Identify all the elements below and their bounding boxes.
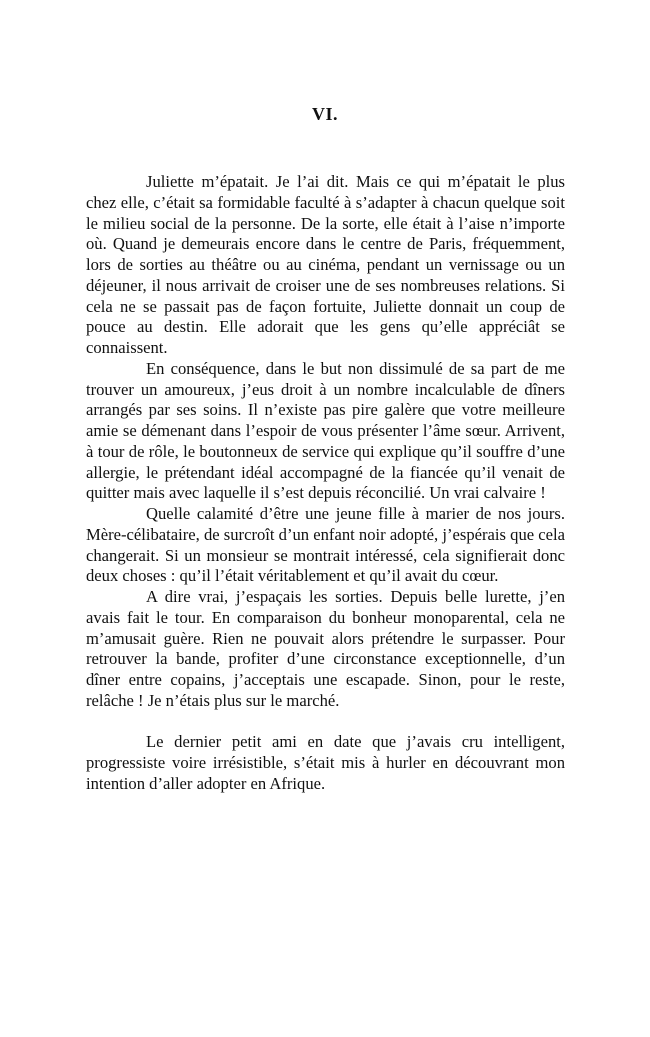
chapter-body	[86, 172, 565, 795]
chapter-title: VI.	[311, 104, 338, 124]
paragraph: Juliette m’épatait. Je l’ai dit. Mais ce qui m’épatait le plus chez elle, c’était sa formidable faculté à s’adapter à chacun quelque soit le milieu social de la personne. De la sorte, elle était à l’aise n’importe où. Quand je demeurais encore dans le centre de Paris, fréquemment, lors de sorties au théâtre ou au cinéma, pendant un vernissage ou un déjeuner, il nous arrivait de croiser une de ses nombreuses relations. Si cela ne se passait pas de façon fortuite, Juliette donnait un coup de pouce au destin. Elle adorait que les gens qu’elle appréciât se connaissent.	[86, 172, 565, 357]
paragraph: En conséquence, dans le but non dissimulé de sa part de me trouver un amoureux, j’eus droit à un nombre incalculable de dîners arrangés par ses soins. Il n’existe pas pire galère que votre meilleure amie se démenant dans l’espoir de vous présenter l’âme sœur. Arrivent, à tour de rôle, le boutonneux de service qui explique qu’il souffre d’une allergie, le prétendant idéal accompagné de la fiancée qu’il venait de quitter mais avec laquelle il s’est depuis réconcilié. Un vrai calvaire !	[86, 358, 565, 503]
paragraph: A dire vrai, j’espaçais les sorties. Depuis belle lurette, j’en avais fait le tour. En comparaison du bonheur monoparental, cela ne m’amusait guère. Rien ne pouvait alors prétendre le surpasser. Pour retrouver la bande, profiter d’une circonstance exceptionnelle, d’un dîner entre copains, j’acceptais une escapade. Sinon, pour le reste, relâche ! Je n’étais plus sur le marché.	[86, 587, 565, 710]
paragraph: Quelle calamité d’être une jeune fille à marier de nos jours. Mère-célibataire, de surcroît d’un enfant noir adopté, j’espérais que cela changerait. Si un monsieur se montrait intéressé, cela signifierait donc deux choses : qu’il l’était véritablement et qu’il avait du cœur.	[86, 504, 565, 586]
paragraph: Le dernier petit ami en date que j’avais cru intelligent, progressiste voire irrésistible, s’était mis à hurler en découvrant mon intention d’aller adopter en Afrique.	[86, 732, 565, 793]
